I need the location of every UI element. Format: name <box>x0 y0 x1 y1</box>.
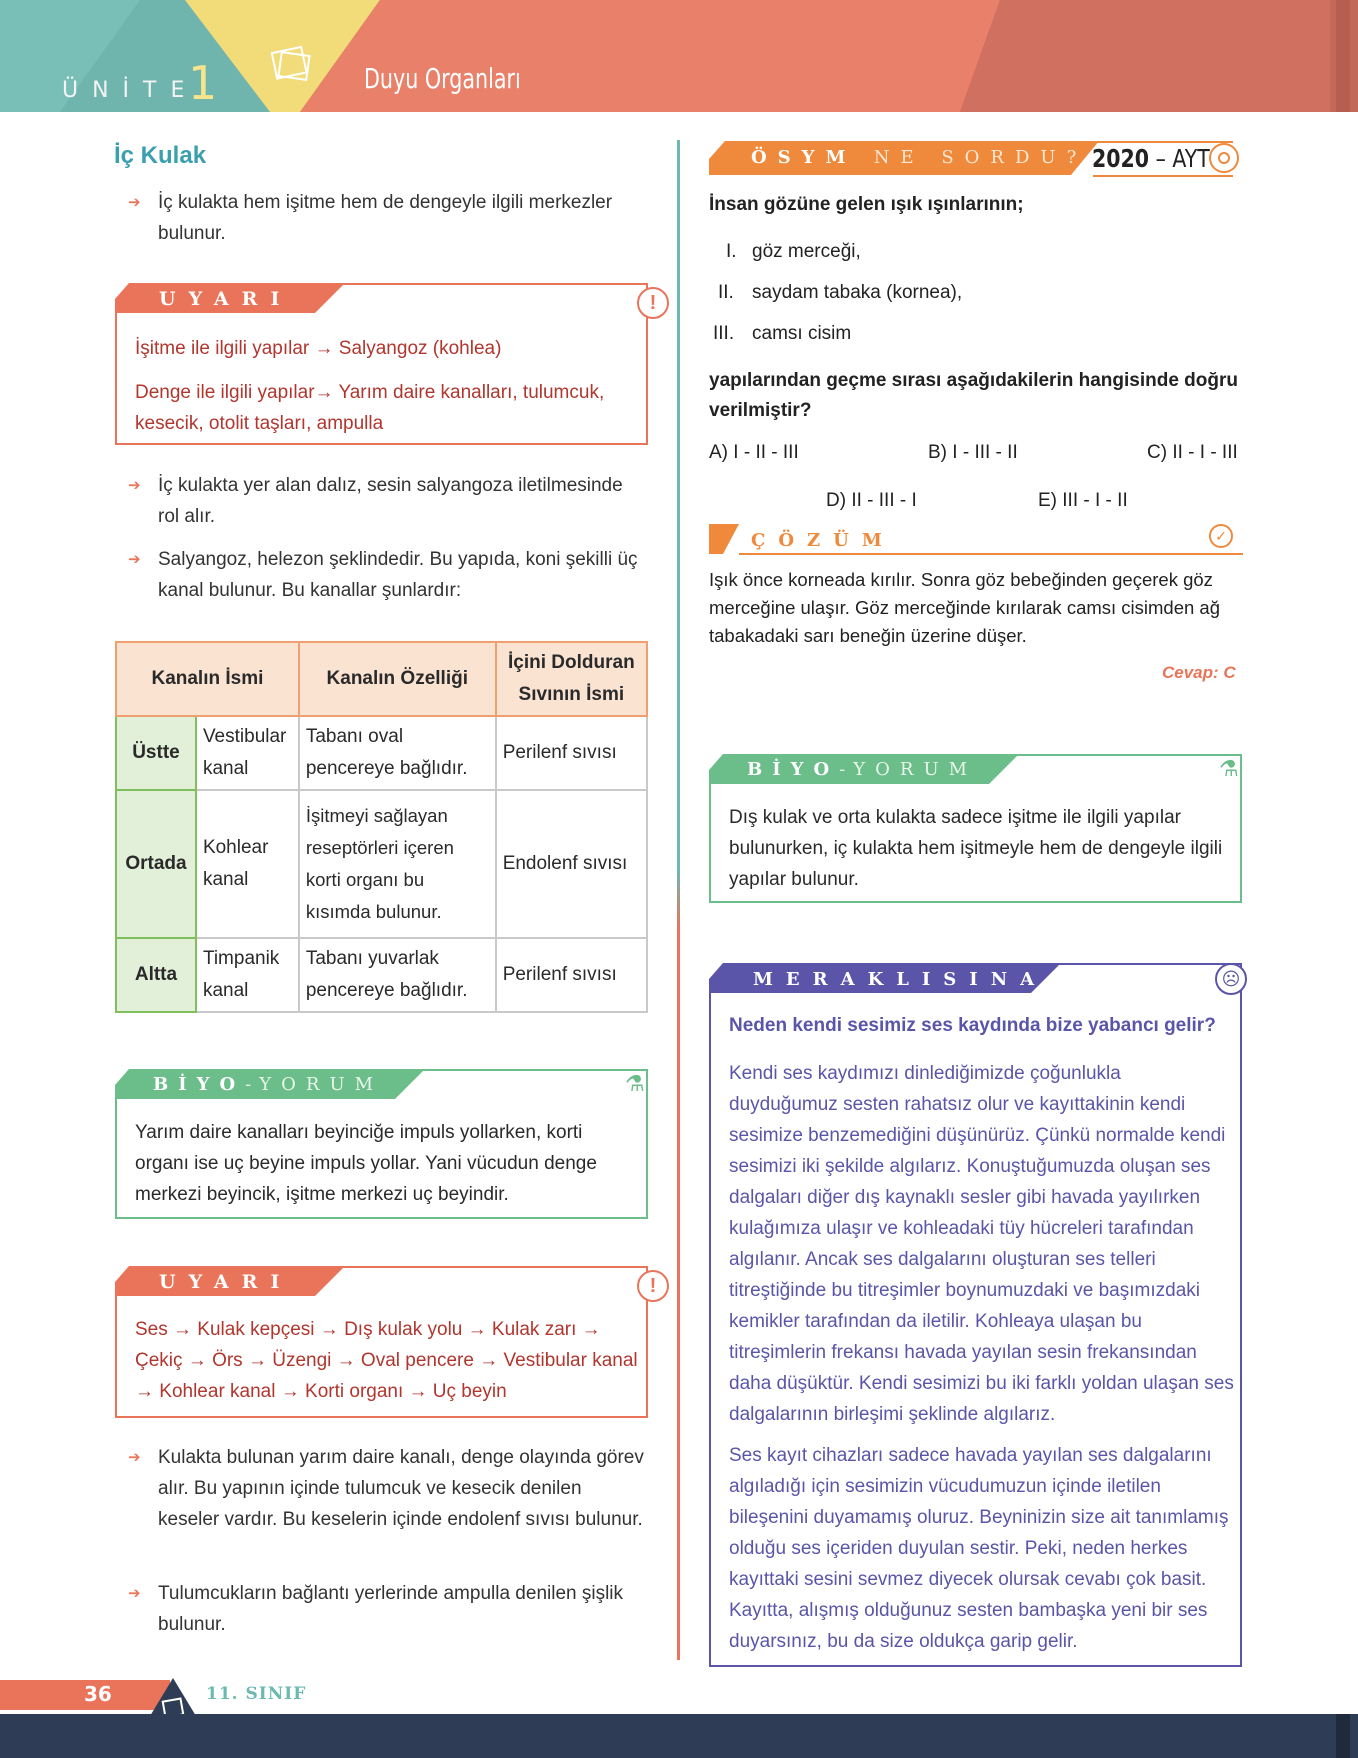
option-d[interactable]: D) II - III - I <box>826 490 917 511</box>
table-cell: Tabanı oval pencereye bağlıdır. <box>299 716 496 790</box>
bullet-item: ➔ Tulumcukların bağlantı yerlerinde ampulla denilen şişlik bulunur. <box>128 1583 624 1635</box>
unit-title: Duyu Organları <box>364 62 521 95</box>
footer-bar <box>0 1714 1358 1758</box>
page-header <box>0 0 1358 112</box>
answer-label: Cevap: C <box>1162 663 1236 682</box>
bullet-item: ➔ Kulakta bulunan yarım daire kanalı, denge olayında görev alır. Bu yapının içinde tulumcuk ve kesecik denilen keseler vardır. Bu keselerin içinde endolenf sıvısı bulunur. <box>128 1447 644 1530</box>
curiosity-paragraph: Kendi ses kaydımızı dinlediğimizde çoğunlukla duyduğumuz sesten rahatsız olur ve kayıttakinin kendi sesimize benzemediğini düşünürüz. Çünkü normalde kendi sesimizi iki şekilde algılarız. Konuştuğumuzda oluşan ses dalgaları diğer dış kaynaklı sesler gibi havada yayılırken kulağımıza ulaşır ve kohleadaki tüy hücreleri tarafından algılanır. Ancak ses dalgalarını oluşturan ses telleri titreştiğinde bu titreşimler boynumuzdaki ve başımızdaki kemikler tarafından da iletilir. Kohleaya ulaşan bu titreşimlerin frekansı havada yayılan sesin frekansından daha düşüktür. Kendi sesimizi bu iki farklı yoldan ulaşan ses dalgalarının birleşimi şeklinde algılarız. <box>729 1063 1234 1425</box>
table-row <box>116 790 647 938</box>
curiosity-tag: MERAKLISINA <box>753 969 1048 990</box>
warning-box <box>115 1266 657 1418</box>
table-row-header: Ortada <box>116 790 196 938</box>
grade-label: 11. SINIF <box>206 1684 307 1704</box>
item-text: saydam tabaka (kornea), <box>752 282 963 303</box>
target-icon <box>1209 143 1239 173</box>
right-edge-bar <box>1336 0 1350 112</box>
osym-tag: ÖSYM NE SORDU? <box>751 147 1088 168</box>
page-number: 36 <box>84 1682 112 1706</box>
warning-box <box>115 283 657 445</box>
osym-header <box>709 141 1243 177</box>
item-text: camsı cisim <box>752 323 852 344</box>
biyo-text: Yarım daire kanalları beyinciğe impuls yollarken, korti organı ise uç beyine impuls yollar. Yani vücudun denge merkezi beyincik, işitme merkezi uç beyindir. <box>135 1122 597 1205</box>
book-icon <box>268 42 316 84</box>
question-intro: İnsan gözüne gelen ışık ışınlarının; <box>709 194 1024 215</box>
curiosity-question: Neden kendi sesimiz ses kaydında bize yabancı gelir? <box>729 1015 1216 1036</box>
item-number: I. <box>726 241 737 262</box>
option-a[interactable]: A) I - II - III <box>709 442 799 463</box>
table-row <box>116 716 647 790</box>
table-header-cell: Kanalın İsmi <box>116 642 299 716</box>
biyo-tag: BİYO-YORUM <box>747 759 978 780</box>
unit-number: 1 <box>188 56 218 110</box>
table-row-header: Altta <box>116 938 196 1012</box>
warning-tag: UYARI <box>159 1271 293 1293</box>
table-header-cell: Kanalın Özelliği <box>299 642 496 716</box>
table-header-row <box>116 642 647 716</box>
bullet-item: ➔ Salyangoz, helezon şeklindedir. Bu yapıda, koni şekilli üç kanal bulunur. Bu kanallar şunlardır: <box>128 549 638 601</box>
exam-year: 2020 – AYT <box>1092 144 1210 173</box>
table-cell: Tabanı yuvarlak pencereye bağlıdır. <box>299 938 496 1012</box>
unit-label: ÜNİTE <box>62 78 199 103</box>
microscope-icon: ⚗ <box>625 1071 645 1096</box>
table-cell: Vestibular kanal <box>196 716 299 790</box>
solution-tag: ÇÖZÜM <box>751 530 895 551</box>
item-number: III. <box>713 323 735 344</box>
biyo-yorum-box <box>709 754 1242 903</box>
exclamation-icon: ! <box>637 287 669 319</box>
table-cell: İşitmeyi sağlayan reseptörleri içeren korti organı bu kısımda bulunur. <box>299 790 496 938</box>
table-header-cell: İçini Dolduran Sıvının İsmi <box>496 642 647 716</box>
table-cell: Timpanik kanal <box>196 938 299 1012</box>
bullet-item: ➔ İç kulakta hem işitme hem de dengeyle ilgili merkezler bulunur. <box>128 192 613 244</box>
item-number: II. <box>718 282 734 303</box>
table-row-header: Üstte <box>116 716 196 790</box>
curiosity-box <box>709 963 1242 1667</box>
magnifier-icon: ✓ <box>1209 524 1233 548</box>
table-cell: Perilenf sıvısı <box>496 716 647 790</box>
microscope-icon: ⚗ <box>1219 756 1239 781</box>
table-cell: Perilenf sıvısı <box>496 938 647 1012</box>
question-stem: yapılarından geçme sırası aşağıdakilerin hangisinde doğru verilmiştir? <box>709 370 1239 421</box>
column-divider <box>677 140 680 1660</box>
biyo-text: Dış kulak ve orta kulakta sadece işitme ile ilgili yapılar bulunurken, iç kulakta hem işitmeyle hem de dengeyle ilgili yapılar bulunur. <box>729 807 1223 890</box>
warning-line: Denge ile ilgili yapılar→ Yarım daire kanalları, tulumcuk, kesecik, otolit taşları, ampulla <box>135 382 605 434</box>
table-row <box>116 938 647 1012</box>
warning-tag: UYARI <box>159 288 293 310</box>
biyo-yorum-box <box>115 1069 648 1219</box>
table-cell: Endolenf sıvısı <box>496 790 647 938</box>
table-cell: Kohlear kanal <box>196 790 299 938</box>
option-e[interactable]: E) III - I - II <box>1038 490 1128 511</box>
thinking-face-icon: ☹ <box>1215 963 1247 995</box>
section-title: İç Kulak <box>114 142 207 169</box>
bullet-item: ➔ İç kulakta yer alan dalız, sesin salyangoza iletilmesinde rol alır. <box>128 475 623 527</box>
option-c[interactable]: C) II - I - III <box>1147 442 1238 463</box>
curiosity-paragraph: Ses kayıt cihazları sadece havada yayılan ses dalgalarını algıladığı için sesimizin vücudumuzun içinde iletilen bileşenini duyamamış oluruz. Beyninizin size ait tanımlamış olduğu ses içeriden duyulan sestir. Peki, neden herkes kayıttaki sesini sevmez diyecek olursak cevabı çok basit. Kayıtta, alışmış olduğunuz sesten bambaşka yeni bir ses duyarsınız, bu da size oldukça garip gelir. <box>729 1445 1229 1652</box>
solution-text: Işık önce korneada kırılır. Sonra göz bebeğinden geçerek göz merceğine ulaşır. Göz merceğinde kırılarak camsı cisimden ağ tabakadaki sarı beneğin üzerine düşer. <box>709 569 1221 646</box>
option-b[interactable]: B) I - III - II <box>928 442 1018 463</box>
solution-header <box>709 524 1243 558</box>
warning-text: Ses → Kulak kepçesi → Dış kulak yolu → Kulak zarı → Çekiç → Örs → Üzengi → Oval pencere → Vestibular kanal → Kohlear kanal → Korti organı → Uç beyin <box>135 1319 638 1402</box>
warning-line: İşitme ile ilgili yapılar → Salyangoz (kohlea) <box>135 338 502 359</box>
exclamation-icon: ! <box>637 1270 669 1302</box>
item-text: göz merceği, <box>752 241 861 262</box>
footer-edge <box>1336 1714 1350 1758</box>
biyo-tag: BİYO-YORUM <box>153 1074 384 1095</box>
canal-table <box>115 641 648 1013</box>
